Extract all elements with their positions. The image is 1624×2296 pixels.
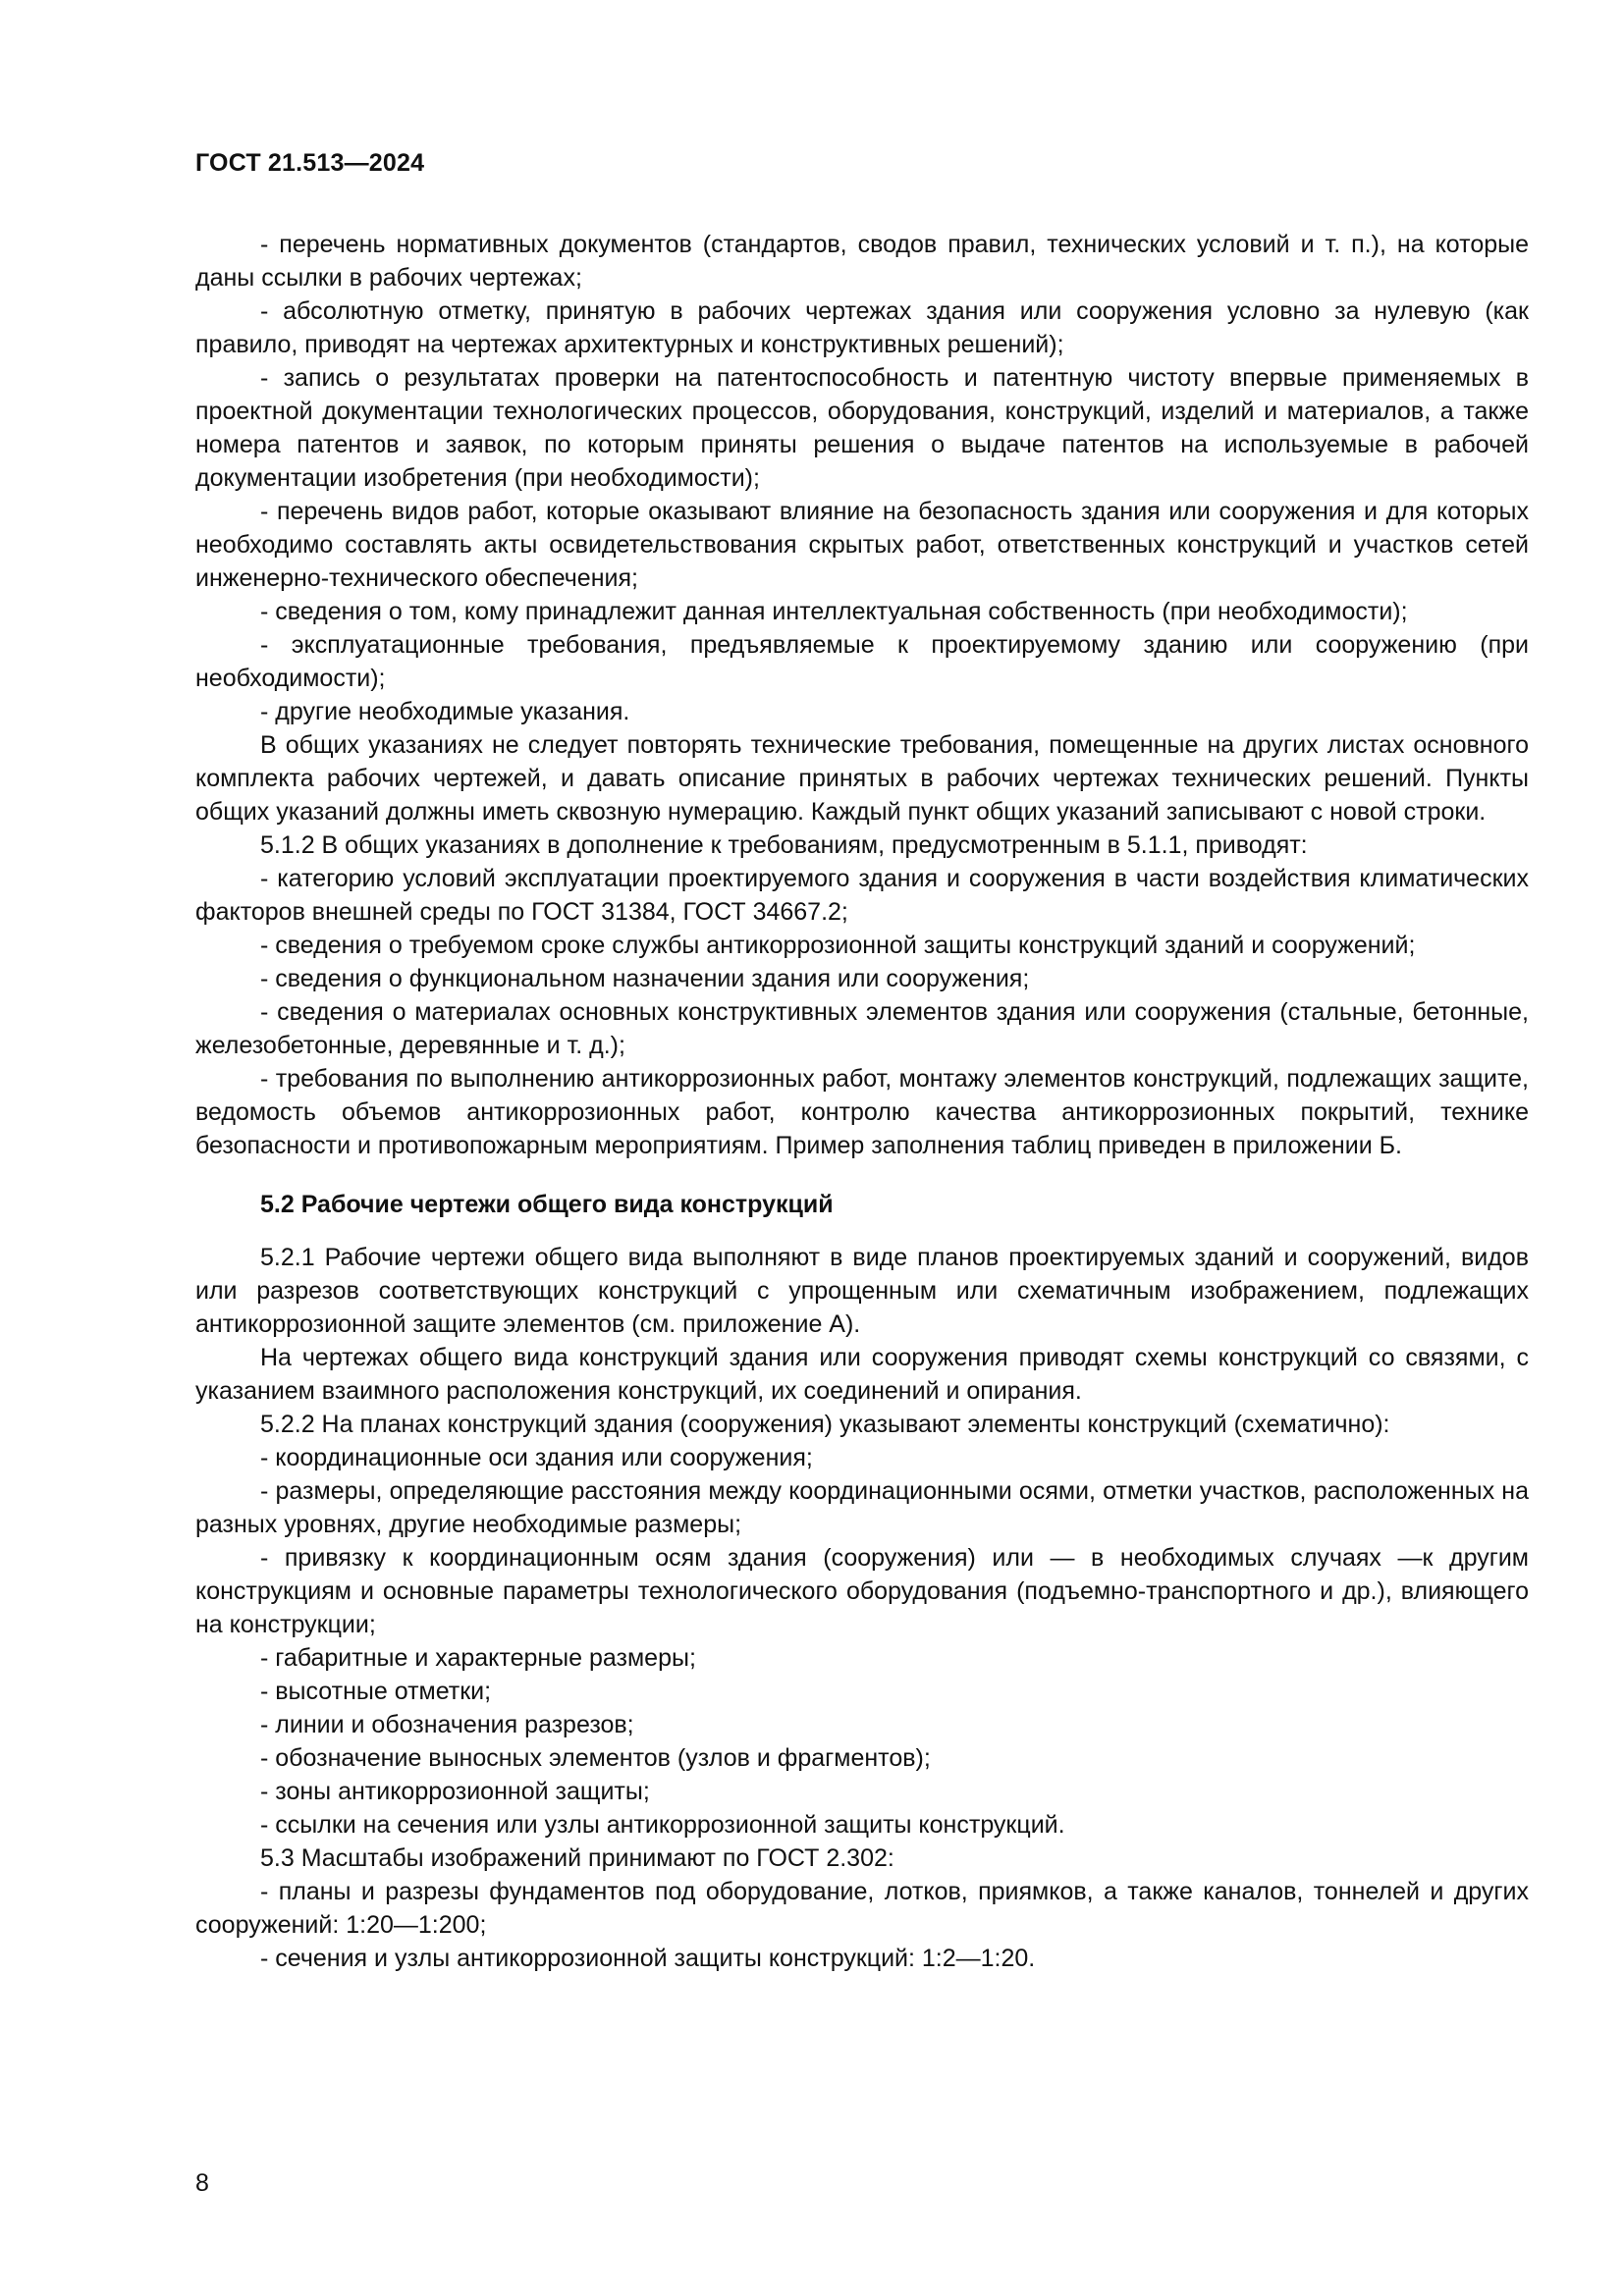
paragraph: - габаритные и характерные размеры; bbox=[260, 1644, 696, 1672]
section-heading: 5.2 Рабочие чертежи общего вида конструкций bbox=[260, 1191, 834, 1218]
paragraph: - координационные оси здания или сооружения; bbox=[260, 1444, 813, 1471]
document-body bbox=[195, 228, 1529, 1975]
paragraph: 5.2.1 Рабочие чертежи общего вида выполняют в виде планов проектируемых зданий и сооружений, видов или разрезов соответствующих конструкций с упрощенным или схематичным изображением, подлежащих антикоррозионной защите элементов (см. приложение А). bbox=[195, 1244, 1529, 1338]
paragraph: - сведения о материалах основных конструктивных элементов здания или сооружения (стальные, бетонные, железобетонные, деревянные и т. д.); bbox=[195, 998, 1529, 1059]
paragraph: - привязку к координационным осям здания (сооружения) или — в необходимых случаях —к другим конструкциям и основные параметры технологического оборудования (подъемно-транспортного и др.), влияющего на конструкции; bbox=[195, 1544, 1529, 1638]
page-number: 8 bbox=[195, 2169, 209, 2197]
paragraph: - сведения о том, кому принадлежит данная интеллектуальная собственность (при необходимости); bbox=[260, 598, 1408, 625]
paragraph: 5.1.2 В общих указаниях в дополнение к требованиям, предусмотренным в 5.1.1, приводят: bbox=[260, 831, 1308, 859]
paragraph: - ссылки на сечения или узлы антикоррозионной защиты конструкций. bbox=[260, 1811, 1065, 1839]
paragraph: - планы и разрезы фундаментов под оборудование, лотков, приямков, а также каналов, тоннелей и других сооружений: 1:20—1:200; bbox=[195, 1878, 1529, 1939]
paragraph: - зоны антикоррозионной защиты; bbox=[260, 1778, 650, 1805]
paragraph: - перечень нормативных документов (стандартов, сводов правил, технических условий и т. п.), на которые даны ссылки в рабочих чертежах; bbox=[195, 231, 1529, 292]
paragraph: - сведения о требуемом сроке службы антикоррозионной защиты конструкций зданий и сооружений; bbox=[260, 932, 1416, 959]
paragraph: - требования по выполнению антикоррозионных работ, монтажу элементов конструкций, подлежащих защите, ведомость объемов антикоррозионных работ, контролю качества антикоррозионных покрытий, технике безопасности и противопожарным мероприятиям. Пример заполнения таблиц приведен в приложении Б. bbox=[195, 1065, 1529, 1159]
paragraph: - эксплуатационные требования, предъявляемые к проектируемому зданию или сооружению (при необходимости); bbox=[195, 631, 1529, 692]
document-code-header: ГОСТ 21.513—2024 bbox=[195, 149, 425, 177]
paragraph: 5.2.2 На планах конструкций здания (сооружения) указывают элементы конструкций (схематично): bbox=[260, 1411, 1390, 1438]
paragraph: - абсолютную отметку, принятую в рабочих чертежах здания или сооружения условно за нулевую (как правило, приводят на чертежах архитектурных и конструктивных решений); bbox=[195, 297, 1529, 358]
paragraph: - перечень видов работ, которые оказывают влияние на безопасность здания или сооружения и для которых необходимо составлять акты освидетельствования скрытых работ, ответственных конструкций и участков сетей инженерно-технического обеспечения; bbox=[195, 498, 1529, 592]
paragraph: - высотные отметки; bbox=[260, 1678, 492, 1705]
paragraph: - категорию условий эксплуатации проектируемого здания и сооружения в части воздействия климатических факторов внешней среды по ГОСТ 31384, ГОСТ 34667.2; bbox=[195, 865, 1529, 926]
paragraph: - сведения о функциональном назначении здания или сооружения; bbox=[260, 965, 1030, 992]
paragraph: - обозначение выносных элементов (узлов и фрагментов); bbox=[260, 1744, 931, 1772]
paragraph: На чертежах общего вида конструкций здания или сооружения приводят схемы конструкций со связями, с указанием взаимного расположения конструкций, их соединений и опирания. bbox=[195, 1344, 1529, 1405]
paragraph: - размеры, определяющие расстояния между координационными осями, отметки участков, расположенных на разных уровнях, другие необходимые размеры; bbox=[195, 1477, 1529, 1538]
paragraph: 5.3 Масштабы изображений принимают по ГОСТ 2.302: bbox=[260, 1844, 894, 1872]
paragraph: - другие необходимые указания. bbox=[260, 698, 630, 725]
paragraph: - сечения и узлы антикоррозионной защиты конструкций: 1:2—1:20. bbox=[260, 1945, 1036, 1972]
paragraph: В общих указаниях не следует повторять технические требования, помещенные на других листах основного комплекта рабочих чертежей, и давать описание принятых в рабочих чертежах технических решений. Пункты общих указаний должны иметь сквозную нумерацию. Каждый пункт общих указаний записывают с новой строки. bbox=[195, 731, 1529, 826]
paragraph: - запись о результатах проверки на патентоспособность и патентную чистоту впервые применяемых в проектной документации технологических процессов, оборудования, конструкций, изделий и материалов, а также номера патентов и заявок, по которым приняты решения о выдаче патентов на используемые в рабочей документации изобретения (при необходимости); bbox=[195, 364, 1529, 492]
paragraph: - линии и обозначения разрезов; bbox=[260, 1711, 634, 1738]
